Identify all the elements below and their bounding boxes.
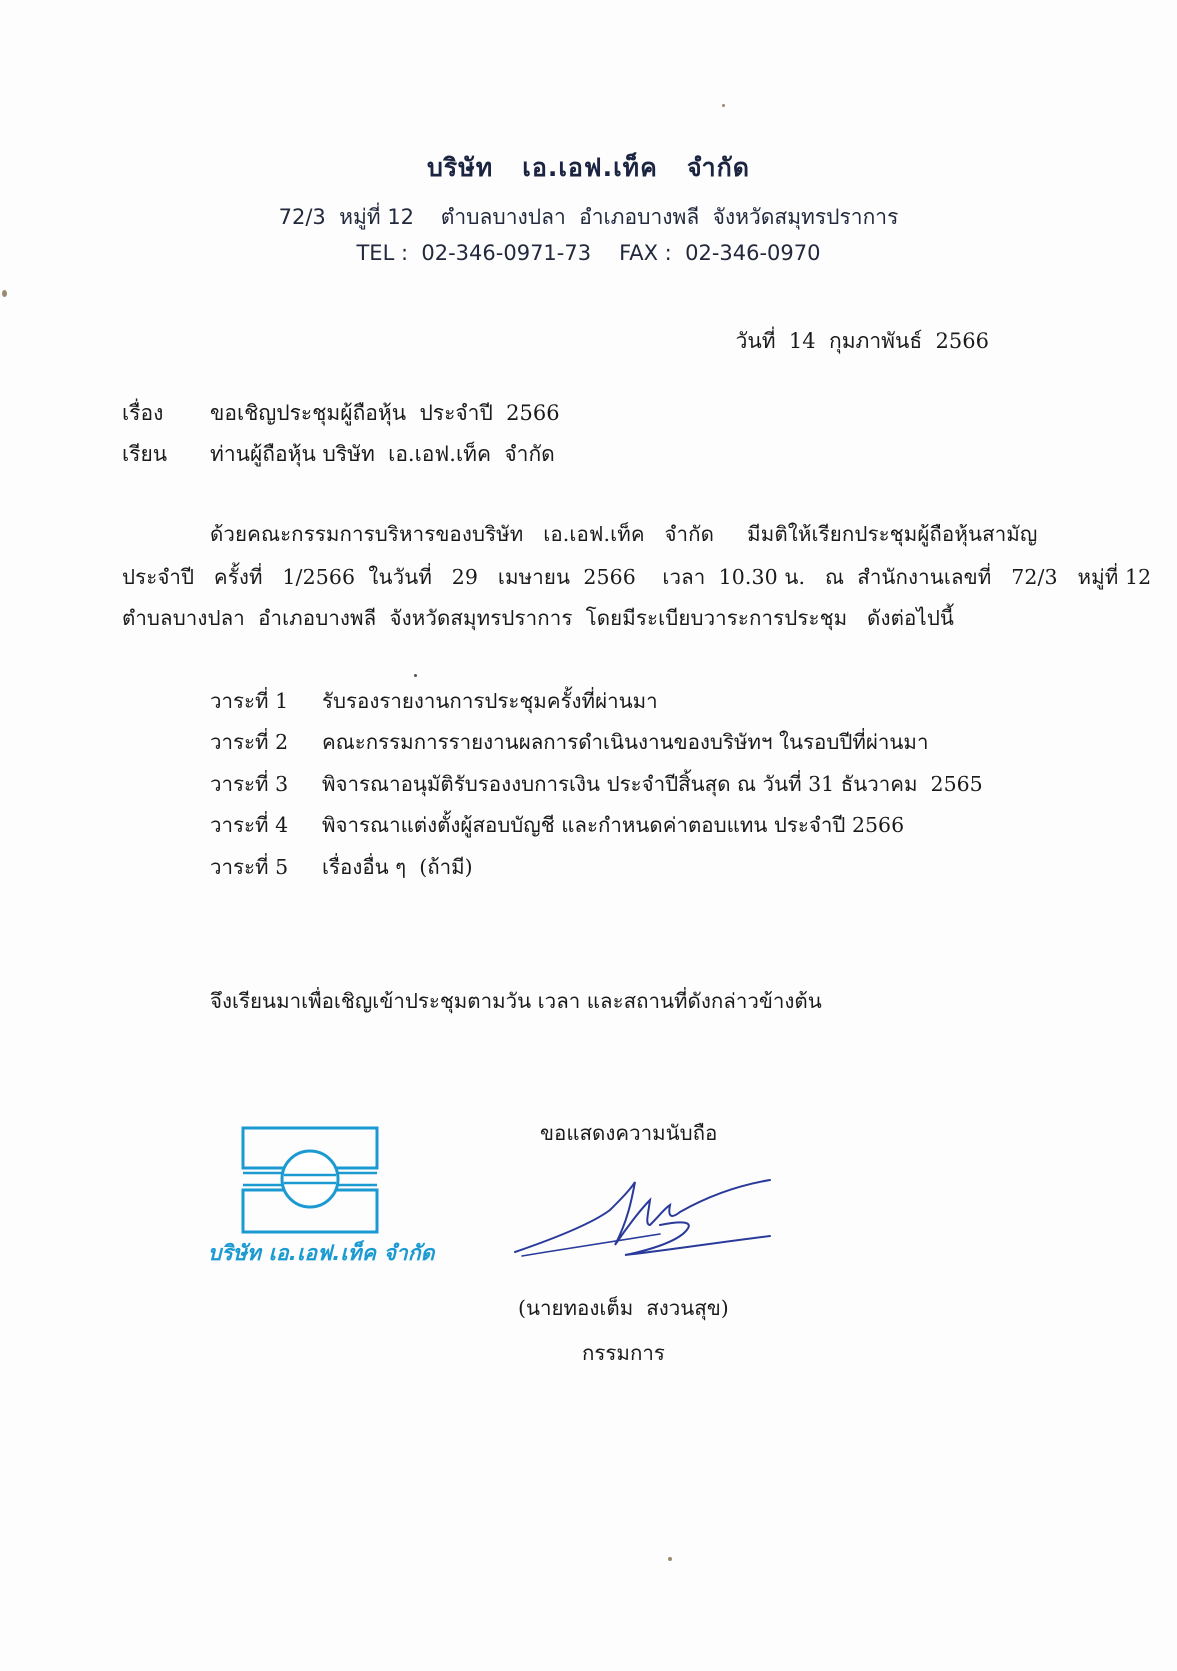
company-stamp-logo [240, 1125, 380, 1235]
company-address: 72/3 หมู่ที่ 12 ตำบลบางปลา อำเภอบางพลี จังหวัดสมุทรปราการ [278, 205, 899, 229]
company-tel: TEL : 02-346-0971-73 [356, 241, 592, 265]
signatory-title: กรรมการ [582, 1341, 665, 1365]
agenda-item [210, 851, 473, 884]
scan-speck [668, 1557, 672, 1561]
subject-row [122, 397, 560, 430]
agenda-text: เรื่องอื่น ๆ (ถ้ามี) [322, 855, 473, 879]
agenda-text: พิจารณาแต่งตั้งผู้สอบบัญชี และกำหนดค่าตอบแทน ประจำปี 2566 [322, 813, 905, 837]
scan-speck [2, 290, 7, 297]
handwritten-signature [510, 1170, 810, 1280]
closing-sentence: จึงเรียนมาเพื่อเชิญเข้าประชุมตามวัน เวลา และสถานที่ดังกล่าวข้างต้น [210, 989, 822, 1013]
scan-speck [414, 674, 417, 677]
agenda-number: วาระที่ 2 [210, 730, 289, 754]
agenda-number: วาระที่ 5 [210, 855, 289, 879]
agenda-item [210, 768, 983, 801]
signatory-name: (นายทองเต็ม สงวนสุข) [518, 1296, 729, 1320]
regards-text: ขอแสดงความนับถือ [540, 1121, 718, 1145]
body-line-1: ด้วยคณะกรรมการบริหารของบริษัท เอ.เอฟ.เท็ค จำกัด มีมติให้เรียกประชุมผู้ถือหุ้นสามัญ [210, 522, 1038, 546]
recipient-label: เรียน [122, 442, 168, 466]
company-name: บริษัท เอ.เอฟ.เท็ค จำกัด [426, 153, 751, 182]
agenda-text: พิจารณาอนุมัติรับรองงบการเงิน ประจำปีสิ้นสุด ณ วันที่ 31 ธันวาคม 2565 [322, 772, 983, 796]
recipient-value: ท่านผู้ถือหุ้น บริษัท เอ.เอฟ.เท็ค จำกัด [210, 442, 555, 466]
agenda-item [210, 809, 904, 842]
agenda-item [210, 726, 928, 759]
recipient-row [122, 438, 555, 471]
subject-value: ขอเชิญประชุมผู้ถือหุ้น ประจำปี 2566 [210, 401, 560, 425]
body-line-2: ประจำปี ครั้งที่ 1/2566 ในวันที่ 29 เมษายน 2566 เวลา 10.30 น. ณ สำนักงานเลขที่ 72/3 หมู่ที่ 12 [122, 565, 1152, 589]
company-contact [0, 241, 1177, 265]
agenda-number: วาระที่ 3 [210, 772, 289, 796]
stamp-caption: บริษัท เอ.เอฟ.เท็ค จำกัด [208, 1241, 435, 1265]
agenda-text: คณะกรรมการรายงานผลการดำเนินงานของบริษัทฯ ในรอบปีที่ผ่านมา [322, 730, 929, 754]
agenda-text: รับรองรายงานการประชุมครั้งที่ผ่านมา [322, 689, 658, 713]
agenda-item [210, 685, 658, 718]
scan-speck [722, 104, 725, 107]
body-line-3: ตำบลบางปลา อำเภอบางพลี จังหวัดสมุทรปราการ โดยมีระเบียบวาระการประชุม ดังต่อไปนี้ [122, 606, 955, 630]
agenda-number: วาระที่ 4 [210, 813, 289, 837]
company-fax: FAX : 02-346-0970 [619, 241, 821, 265]
subject-label: เรื่อง [122, 401, 164, 425]
agenda-number: วาระที่ 1 [210, 689, 289, 713]
letter-date: วันที่ 14 กุมภาพันธ์ 2566 [735, 329, 989, 353]
